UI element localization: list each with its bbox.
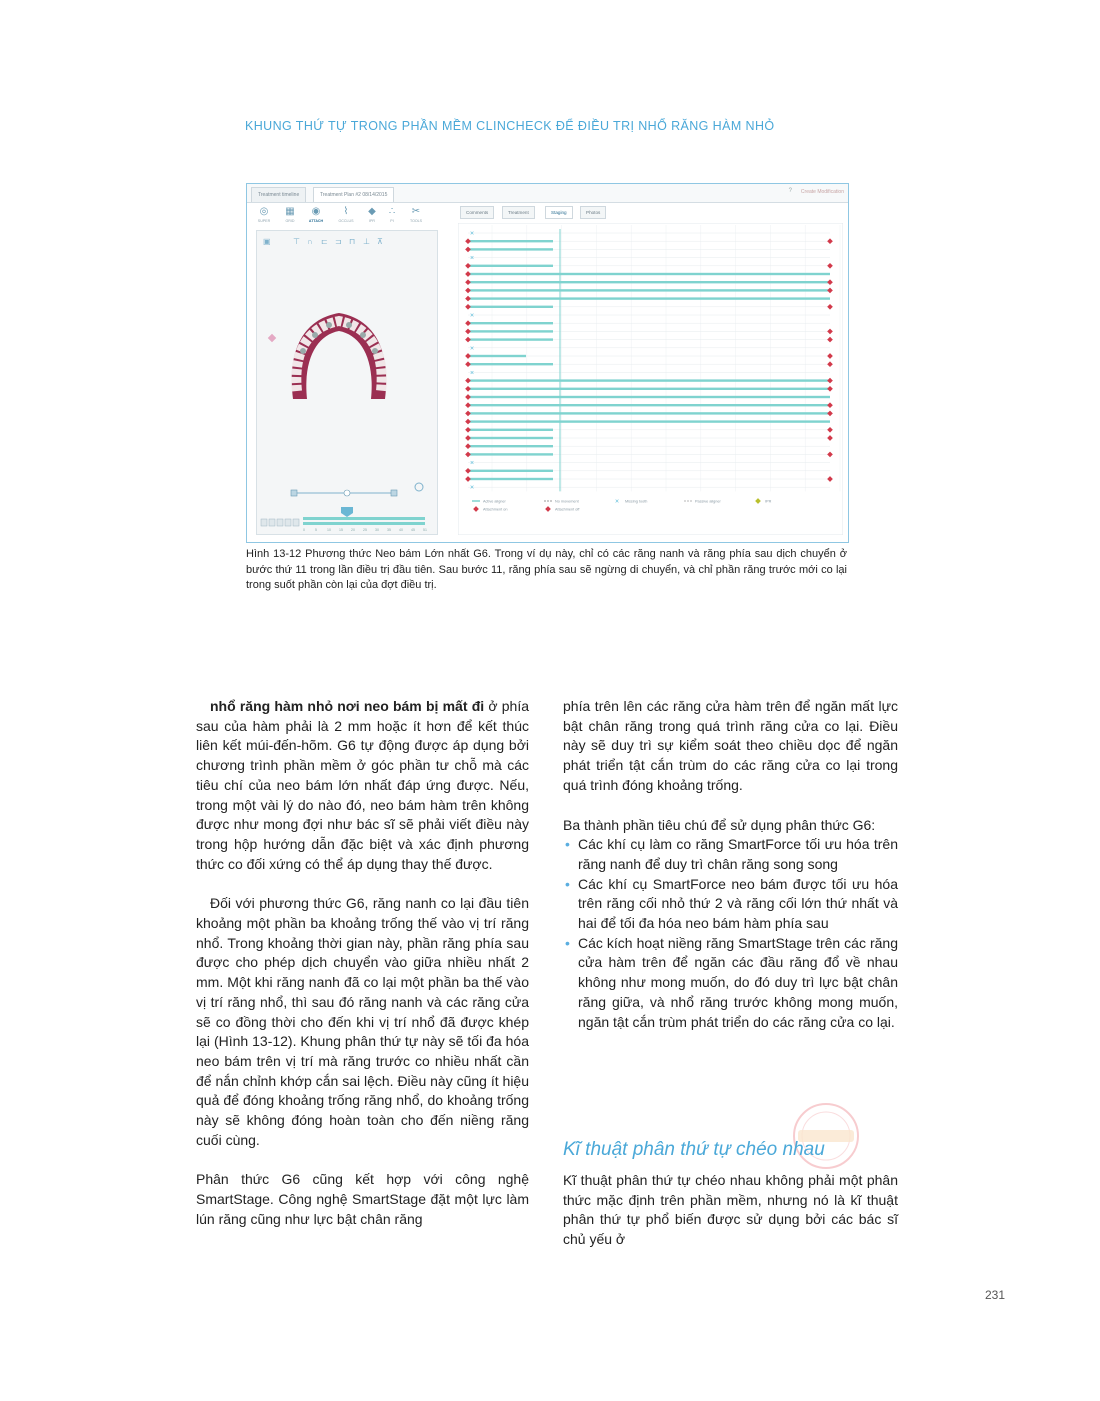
view-more-icon[interactable]: ⊼ xyxy=(377,237,383,246)
chart-background xyxy=(458,223,843,535)
slider-tick-label: 5 xyxy=(315,528,317,532)
aligner-bar xyxy=(468,379,830,381)
left-column xyxy=(196,697,529,1230)
clincheck-figure xyxy=(246,183,849,543)
help-icon[interactable]: ? xyxy=(788,188,792,194)
paragraph-body: ở phía sau của hàm phải là 2 mm hoặc ít hơn để kết thúc liên kết múi-đến-hõm. G6 tự động được áp dụng bởi chương trình phần mềm ở góc phần tư chỗ mà các tiêu chí của neo bám lớn nhất đáp ứng được. Nếu, trong một vài lý do nào đó, neo bám hàm trên không được như mong đợi như bác sĩ sẽ phải viết điều này trong hộp hướng dẫn đặc biệt và xác định phương thức co đối xứng có thể áp dụng thay thế được. xyxy=(196,698,529,872)
legend-label: Passive aligner xyxy=(695,499,721,504)
paragraph-lead: nhổ răng hàm nhỏ nơi neo bám bị mất đi xyxy=(210,698,485,714)
aligner-bar xyxy=(468,248,553,250)
tool-row xyxy=(252,206,437,228)
aligner-bar xyxy=(468,404,830,406)
view-left-icon[interactable]: ⊏ xyxy=(321,237,328,246)
missing-tooth-mark: × xyxy=(470,460,475,468)
tab-treatment[interactable]: Treatment xyxy=(502,206,535,219)
aligner-bar xyxy=(468,273,830,275)
aligner-bar xyxy=(468,240,553,242)
tool-label: ATTACH xyxy=(308,219,324,223)
section-paragraph: Kĩ thuật phân thứ tự chéo nhau không phải một phân thức mặc định trên phần mềm, nhưng nó là kĩ thuật phân thứ tự phổ biến được sử dụng bởi các bác sĩ chủ yếu ở xyxy=(563,1172,898,1248)
aligner-bar xyxy=(468,363,553,365)
section-heading: Kĩ thuật phân thứ tự chéo nhau xyxy=(563,1139,825,1160)
missing-tooth-mark: × xyxy=(470,345,475,353)
figure-caption: Hình 13-12 Phương thức Neo bám Lớn nhất G6. Trong ví dụ này, chỉ có các răng nanh và răng phía sau dịch chuyển ở bước thứ 11 trong lần điều trị đầu tiên. Sau bước 11, răng phía sau sẽ ngừng di chuyển, và chỉ phần răng trước mới co lại trong suốt phần còn lại của đợt điều trị. xyxy=(246,548,847,591)
slider-tick-label: 51 xyxy=(423,528,427,532)
aligner-bar xyxy=(468,355,526,357)
bullet-icon: • xyxy=(565,934,570,951)
slider-tick-label: 40 xyxy=(399,528,403,532)
missing-tooth-mark: × xyxy=(470,484,475,492)
tab-treatment-timeline[interactable]: Treatment timeline xyxy=(251,187,306,202)
figure-tab-bar xyxy=(247,184,848,203)
paragraph xyxy=(196,697,529,874)
paragraph-body: Đối với phương thức G6, răng nanh co lại đầu tiên khoảng một phần ba khoảng trống thế vào vị trí răng nhổ. Trong khoảng thời gian này, phần răng phía sau được cho phép dịch chuyển vào giữa nhiều nhất 2 mm. Một khi răng nanh đã co lại một phần ba thế vào vị trí răng nhổ, thì sau đó răng nanh và các răng cửa sẽ co đồng thời cho đến khi vị trí nhổ đã được khép lại (Hình 13-12). Khung phân thứ tự này sẽ tối đa hóa neo bám trên vị trí mà răng trước co nhiều nhất cần để nắn chỉnh khớp cắn sai lệch. Điều này cũng ít hiệu quả để đóng khoảng trống răng nhổ, do khoảng trống này sẽ không đóng hoàn toàn cho đến niềng răng cuối cùng. xyxy=(196,895,529,1148)
create-modification-button[interactable]: Create Modification xyxy=(800,189,844,195)
aligner-bar xyxy=(468,388,830,390)
tools-icon: ✂ xyxy=(411,206,421,217)
tool-tools[interactable] xyxy=(404,206,428,224)
legend-label: Attachment on xyxy=(483,507,508,512)
tool-label: IPR xyxy=(369,219,375,223)
tab-treatment-plan[interactable]: Treatment Plan #2 08/14/2015 xyxy=(313,187,394,202)
missing-tooth-mark: × xyxy=(470,369,475,377)
view-bottom-icon[interactable]: ⊓ xyxy=(349,237,356,246)
tool-label: OCCLUS xyxy=(338,219,354,223)
aligner-bar xyxy=(468,453,553,455)
aligner-bar xyxy=(468,429,553,431)
page-number: 231 xyxy=(985,1288,1006,1302)
3d-viewer[interactable] xyxy=(256,230,438,535)
slider-tick-label: 20 xyxy=(351,528,355,532)
missing-tooth-mark: × xyxy=(470,312,475,320)
tool-label: TOOLS xyxy=(409,219,423,223)
aligner-bar xyxy=(468,478,553,480)
tool-grid[interactable] xyxy=(278,206,302,224)
occlusion-icon: ⌇ xyxy=(343,206,349,217)
aligner-bar xyxy=(468,338,553,340)
aligner-bar xyxy=(468,420,830,422)
tab-comments[interactable]: Comments xyxy=(460,206,494,219)
tool-label: PI xyxy=(390,219,394,223)
paragraph: phía trên lên các răng cửa hàm trên để ngăn mất lực bật chân răng trong quá trình răng cửa co lại. Điều này sẽ duy trì sự kiểm soát theo chiều dọc để ngăn phát triển tật cắn trùm do các răng cửa co lại trong quá trình đóng khoảng trống. xyxy=(563,698,898,793)
aligner-bar xyxy=(468,437,553,439)
legend-label: Missing tooth xyxy=(625,499,648,504)
bullet-list xyxy=(563,835,898,1032)
list-item-text: Các khí cụ SmartForce neo bám được tối ưu hóa trên răng cối nhỏ thứ 2 và răng cối lớn thứ nhất và hai để tối đa hóa neo bám hàm phía sau xyxy=(578,875,898,932)
list-intro: Ba thành phần tiêu chú để sử dụng phân thức G6: xyxy=(563,816,876,833)
aligner-bar xyxy=(468,330,553,332)
slider-tick-label: 15 xyxy=(339,528,343,532)
list-item xyxy=(563,875,898,934)
slider-tick-label: 10 xyxy=(327,528,331,532)
legend-label: Attachment off xyxy=(555,507,580,512)
superimpose-icon: ◎ xyxy=(259,206,269,217)
aligner-bar xyxy=(468,470,553,472)
slider-tick-label: 30 xyxy=(375,528,379,532)
pontic-icon: ∴ xyxy=(388,206,396,217)
paragraph xyxy=(196,894,529,1150)
tool-super[interactable] xyxy=(252,206,276,224)
missing-tooth-mark: × xyxy=(470,230,475,238)
view-mode-icon[interactable]: ▣ xyxy=(263,237,271,246)
view-front-icon[interactable]: ⊤ xyxy=(293,237,300,246)
tool-attach[interactable] xyxy=(304,206,328,224)
paragraph: Phân thức G6 cũng kết hợp với công nghệ SmartStage. Công nghệ SmartStage đặt một lực làm lún răng cũng như lực bật chân răng xyxy=(196,1171,529,1227)
aligner-bar xyxy=(468,445,553,447)
list-item xyxy=(563,934,898,1033)
aligner-bar xyxy=(468,289,830,291)
watermark-stamp xyxy=(790,1100,862,1172)
missing-tooth-mark: × xyxy=(470,255,475,263)
attachment-icon: ◉ xyxy=(311,206,321,217)
aligner-bar xyxy=(468,322,553,324)
bullet-icon: • xyxy=(565,875,570,892)
list-item xyxy=(563,835,898,874)
ipr-icon: ◆ xyxy=(368,206,376,217)
staging-chart xyxy=(458,223,843,535)
tab-staging[interactable]: Staging xyxy=(545,206,573,219)
legend-label: IPR xyxy=(765,499,772,504)
slider-tick-label: 25 xyxy=(363,528,367,532)
aligner-bar xyxy=(468,412,830,414)
legend-label: Active aligner xyxy=(483,499,506,504)
running-head: KHUNG THỨ TỰ TRONG PHẦN MỀM CLINCHECK ĐỂ ĐIỀU TRỊ NHỔ RĂNG HÀM NHỎ xyxy=(245,119,775,133)
aligner-bar xyxy=(468,265,553,267)
tool-pi[interactable] xyxy=(380,206,404,224)
aligner-bar xyxy=(468,396,830,398)
tool-label: SUPER xyxy=(257,219,271,223)
bullet-icon: • xyxy=(565,836,570,853)
tab-photos[interactable]: Photos xyxy=(580,206,606,219)
dental-arch-render xyxy=(257,231,437,534)
slider-tick-label: 0 xyxy=(303,528,305,532)
slider-tick-label: 45 xyxy=(411,528,415,532)
legend-label: No movement xyxy=(555,499,579,504)
legend-swatch: × xyxy=(615,498,620,506)
list-item-text: Các kích hoạt niềng răng SmartStage trên các răng cửa hàm trên để ngăn các đầu răng đổ về nhau không như mong muốn, do đó duy trì lực bật chân răng giữa, và nhổ răng trước không mong muốn, ngăn tật cắn trùm phát triển do các răng cửa co lại. xyxy=(578,934,898,1030)
aligner-bar xyxy=(468,281,830,283)
view-right-icon[interactable]: ⊐ xyxy=(335,237,342,246)
tool-label: GRID xyxy=(285,219,295,223)
right-column xyxy=(563,697,898,1032)
view-top-icon[interactable]: ∩ xyxy=(307,237,313,246)
slider-tick-label: 35 xyxy=(387,528,391,532)
list-item-text: Các khí cụ làm co răng SmartForce tối ưu hóa trên răng nanh để duy trì chân răng song song xyxy=(578,836,898,872)
aligner-bar xyxy=(468,306,553,308)
tool-occlus[interactable] xyxy=(334,206,358,224)
aligner-bar xyxy=(468,297,830,299)
grid-icon: ▦ xyxy=(285,206,295,217)
view-back-icon[interactable]: ⊥ xyxy=(363,237,370,246)
